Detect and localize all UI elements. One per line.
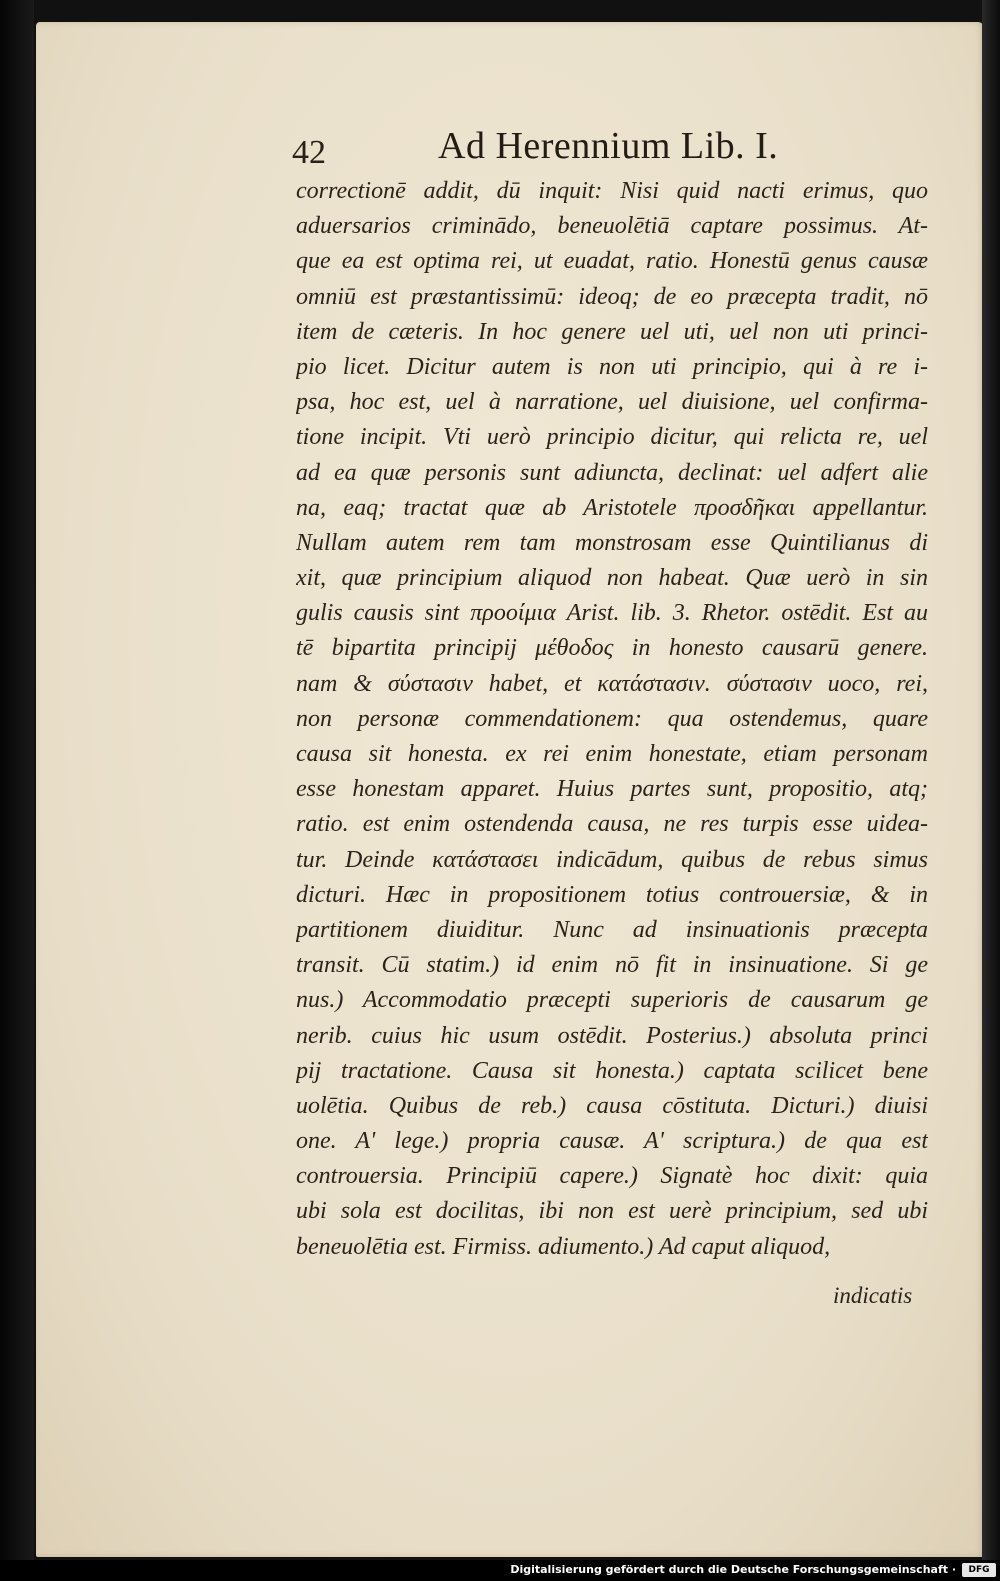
text-line: nerib. cuius hic usum ostēdit. Posterius.) absoluta princi xyxy=(296,1022,928,1049)
text-line: gulis causis sint προοίμια Arist. lib. 3. Rhetor. ostēdit. Est au xyxy=(296,600,928,627)
text-line: aduersarios criminādo, beneuolētiā captare possimus. At- xyxy=(296,213,928,240)
text-line: que ea est optima rei, ut euadat, ratio. Honestū genus causæ xyxy=(296,248,928,275)
book-gutter-shadow xyxy=(0,0,34,1560)
text-line: one. A' lege.) propria causæ. A' scriptura.) de qua est xyxy=(296,1128,928,1155)
funding-notice: Digitalisierung gefördert durch die Deutsche Forschungsgemeinschaft · xyxy=(510,1563,956,1576)
text-line: pij tractatione. Causa sit honesta.) captata scilicet bene xyxy=(296,1057,928,1084)
text-line: na, eaq; tractat quæ ab Aristotele προσδῆκαι appellantur. xyxy=(296,494,928,521)
text-line: tē bipartita principij μέθοδος in honesto causarū genere. xyxy=(296,635,928,662)
text-line: omniū est præstantissimū: ideoq; de eo præcepta tradit, nō xyxy=(296,283,928,310)
body-text xyxy=(296,174,928,1265)
running-head: Ad Herennium Lib. I. xyxy=(438,125,779,167)
text-line: correctionē addit, dū inquit: Nisi quid nacti erimus, quo xyxy=(296,178,928,204)
text-line: tur. Deinde κατάστασει indicādum, quibus de rebus simus xyxy=(296,846,928,873)
page-header xyxy=(292,122,852,178)
text-line: beneuolētia est. Firmiss. adiumento.) Ad caput aliquod, xyxy=(296,1233,831,1260)
text-line: controuersia. Principiū capere.) Signatè hoc dixit: quia xyxy=(296,1163,928,1190)
text-line: tione incipit. Vti uerò principio dicitur, qui relicta re, uel xyxy=(296,424,928,451)
text-line: ratio. est enim ostendenda causa, ne res turpis esse uidea- xyxy=(296,811,928,838)
text-line: nus.) Accommodatio præcepti superioris de causarum ge xyxy=(296,987,928,1014)
text-line: esse honestam apparet. Huius partes sunt, propositio, atq; xyxy=(296,776,928,803)
text-line: transit. Cū statim.) id enim nō fit in insinuatione. Si ge xyxy=(296,952,928,979)
footer-bar xyxy=(0,1560,1000,1581)
text-line: dicturi. Hæc in propositionem totius controuersiæ, & in xyxy=(296,881,928,908)
text-line: ad ea quæ personis sunt adiuncta, declinat: uel adfert alie xyxy=(296,459,928,486)
scan-edge xyxy=(982,0,1000,1560)
text-line: Nullam autem rem tam monstrosam esse Quintilianus di xyxy=(296,529,928,556)
text-line: item de cæteris. In hoc genere uel uti, uel non uti princi- xyxy=(296,318,928,345)
page-number: 42 xyxy=(292,134,326,171)
text-line: ubi sola est docilitas, ibi non est uerè principium, sed ubi xyxy=(296,1198,928,1225)
text-line: partitionem diuiditur. Nunc ad insinuationis præcepta xyxy=(296,916,928,943)
text-line: non personæ commendationem: qua ostendemus, quare xyxy=(296,705,928,732)
text-line: xit, quæ principium aliquod non habeat. Quæ uerò in sin xyxy=(296,565,928,592)
text-line: pio licet. Dicitur autem is non uti principio, qui à re i- xyxy=(296,353,928,380)
text-line: psa, hoc est, uel à narratione, uel diuisione, uel confirma- xyxy=(296,389,928,416)
text-line: causa sit honesta. ex rei enim honestate, etiam personam xyxy=(296,741,928,767)
dfg-logo: DFG xyxy=(962,1563,996,1577)
catchword: indicatis xyxy=(833,1283,913,1308)
text-line: nam & σύστασιν habet, et κατάστασιν. σύστασιν uoco, rei, xyxy=(296,670,928,697)
text-line: uolētia. Quibus de reb.) causa cōstituta. Dicturi.) diuisi xyxy=(296,1092,928,1119)
